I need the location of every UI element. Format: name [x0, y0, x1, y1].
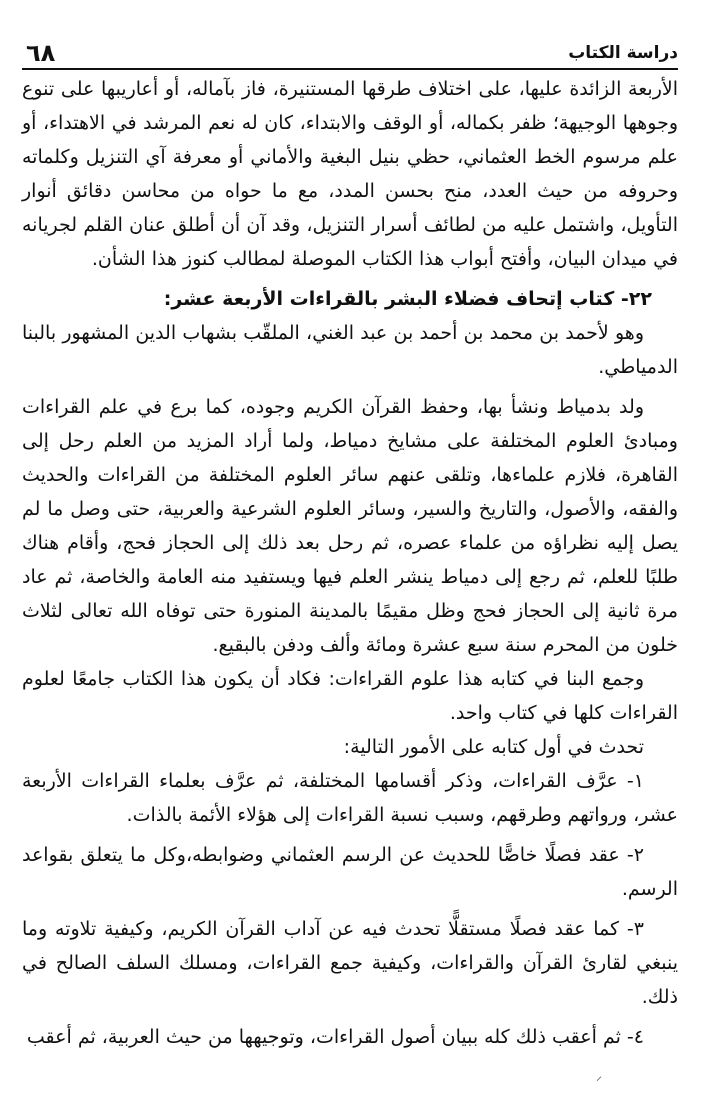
topic-item-2: ٢- عقد فصلًا خاصًّا للحديث عن الرسم العثماني وضوابطه،وكل ما يتعلق بقواعد الرسم. — [22, 844, 678, 900]
page-number: ٦٨ — [26, 39, 56, 67]
header-title: دراسة الكتاب — [568, 43, 678, 63]
topic-item-4: ٤- ثم أعقب ذلك كله ببيان أصول القراءات، وتوجيهها من حيث العربية، ثم أعقب — [26, 1026, 644, 1048]
topic-item-1: ١- عرَّف القراءات، وذكر أقسامها المختلفة، ثم عرَّف بعلماء القراءات الأربعة عشر، ورواتهم وطرقهم، وسبب نسبة القراءات إلى هؤلاء الأئمة بالذات. — [22, 770, 678, 826]
section-heading: ٢٢- كتاب إتحاف فضلاء البشر بالقراءات الأربعة عشر: — [163, 288, 652, 310]
running-header — [22, 40, 678, 70]
topic-item-3: ٣- كما عقد فصلًا مستقلًّا تحدث فيه عن آداب القرآن الكريم، وكيفية تلاوته وما ينبغي لقارئ القرآن والقراءات، وكيفية جمع القراءات، ومسلك السلف الصالح في ذلك. — [22, 918, 678, 1008]
collection-paragraph: وجمع البنا في كتابه هذا علوم القراءات: فكاد أن يكون هذا الكتاب جامعًا لعلوم القراءات كلها في كتاب واحد. — [22, 668, 678, 724]
page-body — [22, 72, 678, 1054]
intro-paragraph: الأربعة الزائدة عليها، على اختلاف طرقها المستنيرة، فاز بآماله، أو أعاريبها على تنوع وجوهها الوجيهة؛ ظفر بكماله، أو الوقف والابتداء، كان له نعم المرشد في الاهتداء، أو علم مرسوم الخط العثماني، حظي بنيل البغية والأماني أو معرفة آي التنزيل وكلماته وحروفه من حيث العدد، منح بحسن المدد، مع ما حواه من محاسن دقائق أنوار التأويل، واشتمل عليه من لطائف أسرار التنزيل، وقد آن أن أطلق عنان القلم لجريانه في ميدان البيان، وأفتح أبواب هذا الكتاب الموصلة لمطالب كنوز هذا الشأن. — [22, 78, 678, 270]
biography-paragraph: ولد بدمياط ونشأ بها، وحفظ القرآن الكريم وجوده، كما برع في علم القراءات ومبادئ العلوم المختلفة على مشايخ دمياط، ولما أراد المزيد من العلم رحل إلى القاهرة، فلازم علماءها، وتلقى عنهم سائر العلوم المختلفة من القراءات والحديث والفقه، والأصول، والتاريخ والسير، وسائر العلوم الشرعية والعربية، حتى وصل ما لم يصل إليه نظراؤه من علماء عصره، ثم رحل بعد ذلك إلى الحجاز فحج، وأقام هناك طلبًا للعلم، ثم رجع إلى دمياط ينشر العلم فيها ويستفيد منه العامة والخاصة، ثم عاد مرة ثانية إلى الحجاز فحج وظل مقيمًا بالمدينة المنورة حتى توفاه الله تعالى لثلاث خلون من المحرم سنة سبع عشرة ومائة وألف ودفن بالبقيع. — [22, 396, 678, 656]
scan-mark: ⸌ — [596, 1074, 603, 1088]
author-paragraph: وهو لأحمد بن محمد بن أحمد بن عبد الغني، الملقّب بشهاب الدين المشهور بالبنا الدمياطي. — [22, 322, 678, 378]
topics-intro: تحدث في أول كتابه على الأمور التالية: — [343, 736, 644, 758]
